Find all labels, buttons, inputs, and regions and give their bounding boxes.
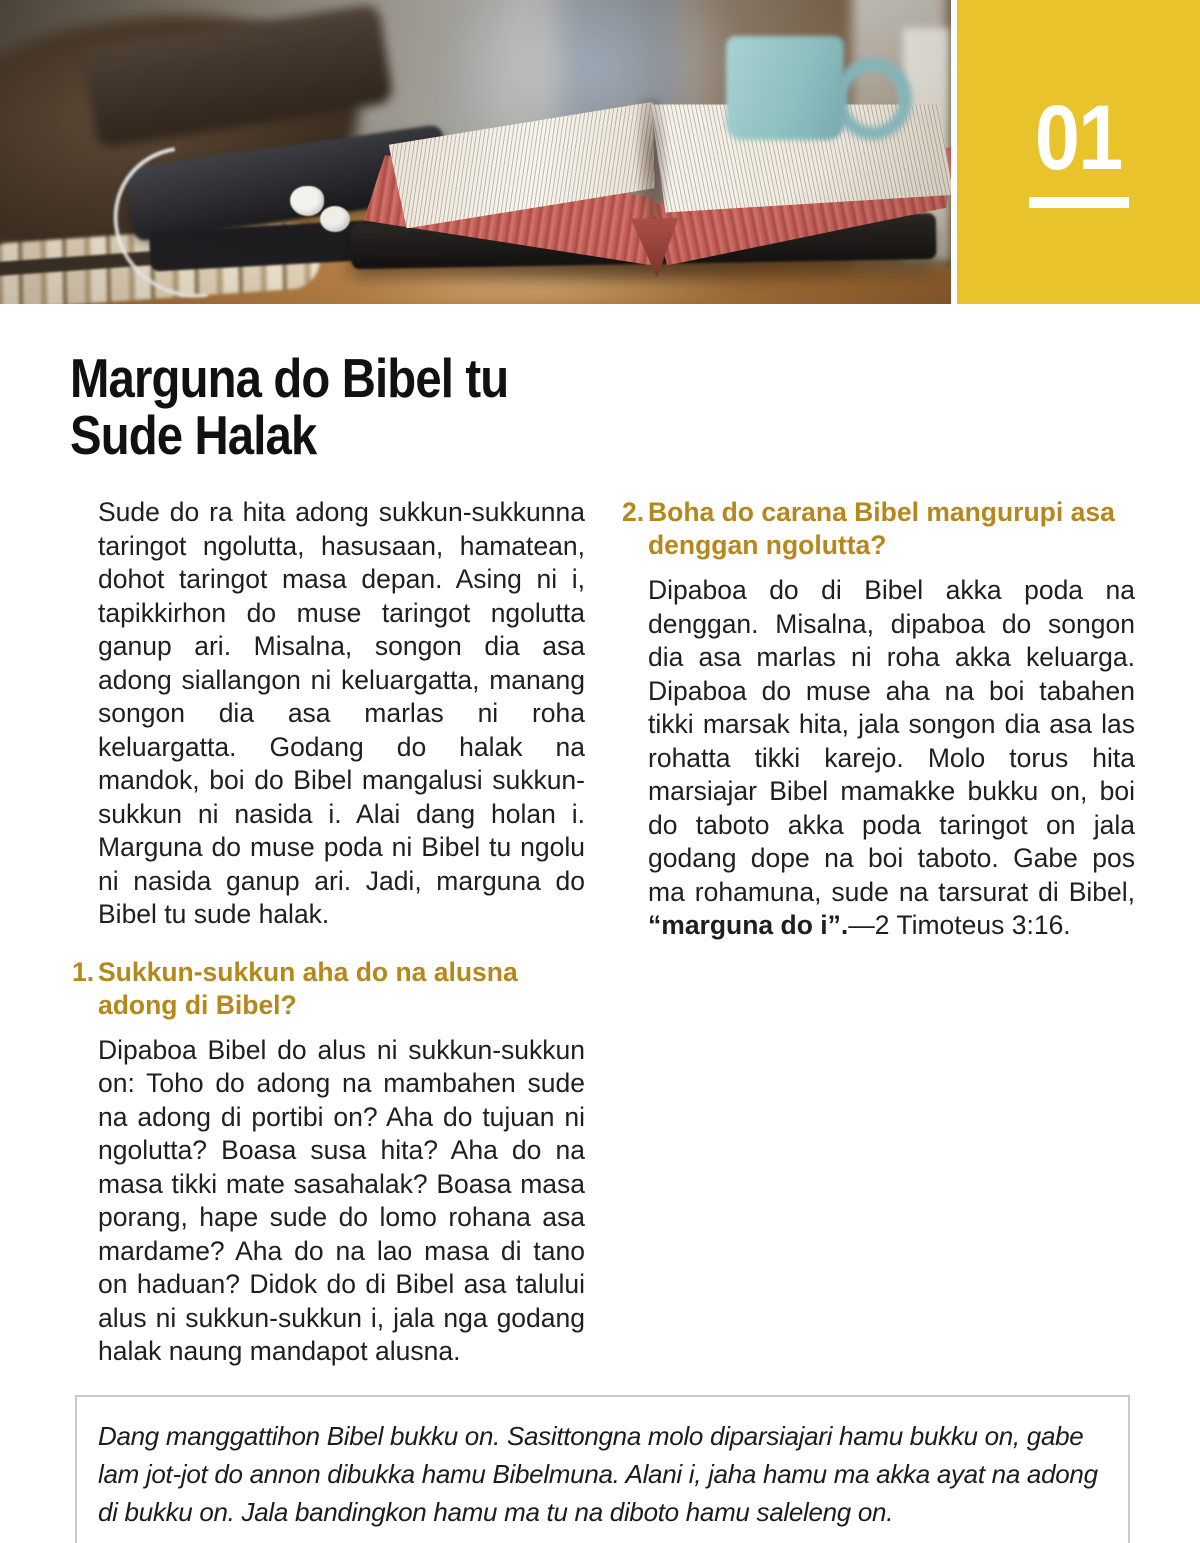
intro-paragraph: Sude do ra hita adong sukkun-sukkunna taringot ngolutta, hasusaan, hamatean, dohot taringot masa depan. Asing ni i, tapikkirhon do muse taringot ngolutta ganup ari. Misalna, songon dia asa adong siallangon ni keluargatta, manang songon dia asa marlas ni roha keluargatta. Godang do halak na mandok, boi do Bibel mangalusi sukkun-sukkun ni nasida i. Alai dang holan i. Marguna do muse poda ni Bibel tu ngolu ni nasida ganup ari. Jadi, marguna do Bibel tu sude halak. — [98, 497, 585, 929]
photo-table-glow — [330, 252, 750, 304]
chapter-badge — [957, 0, 1200, 304]
photo-window-frame — [560, 0, 680, 180]
photo-bible-gutter — [632, 97, 672, 252]
photo-window-light — [430, 0, 760, 200]
photo-book-shadow — [320, 246, 951, 290]
question-1-number: 1. — [72, 956, 95, 987]
chapter-number: 01 — [1035, 87, 1122, 189]
question-1-heading — [72, 956, 585, 1022]
photo-earphone-cable — [84, 116, 298, 304]
note-box-text: Dang manggattihon Bibel bukku on. Sasittongna molo diparsiajari hamu bukku on, gabe lam jot-jot do annon dibukka hamu Bibelmuna. Alani i, jaha hamu ma akka ayat na adong di bukku on. Jala bandingkon hamu ma tu na diboto hamu saleleng on. — [98, 1420, 1098, 1527]
question-2-body — [648, 574, 1135, 943]
photo-book-stack — [82, 3, 394, 149]
photo-wooden-table — [0, 205, 951, 304]
photo-bible-cover — [351, 213, 937, 269]
photo-smartphone — [124, 124, 451, 242]
question-2-heading-text: Boha do carana Bibel mangurupi asa denggan ngolutta? — [648, 497, 1115, 560]
question-2-number: 2. — [622, 497, 645, 527]
question-2-citation: —2 Timoteus 3:16. — [848, 910, 1071, 940]
photo-mug-handle — [834, 58, 912, 140]
page-title: Marguna do Bibel tu Sude Halak — [70, 347, 509, 466]
photo-earbud — [320, 206, 350, 232]
article-columns — [72, 496, 1135, 1369]
question-1-body: Dipaboa Bibel do alus ni sukkun-sukkun on: Toho do adong na mambahen sude na adong di portibi on? Aha do tujuan ni ngolutta? Boasa susa hita? Aha do na masa tikki mate sasahalak? Boasa masa porang, hape sude do lomo rohana asa mardame? Aha do na lao masa di tano on haduan? Didok do di Bibel asa talului alus ni sukkun-sukkun i, jala nga godang halak naung mandapot alusna. — [98, 1034, 585, 1366]
question-2-bold-quote: “marguna do i”. — [648, 910, 849, 940]
right-column — [622, 496, 1135, 943]
photo-bible-page-edges — [362, 148, 655, 274]
photo-leather-bag — [0, 0, 373, 278]
question-2-heading — [622, 496, 1135, 562]
header-photo — [0, 0, 951, 304]
photo-magazine-band — [0, 242, 290, 277]
photo-milk-glass — [903, 28, 949, 260]
page-header — [0, 0, 1200, 304]
question-2-body-text: Dipaboa do di Bibel akka poda na denggan. Misalna, dipaboa do songon dia asa marlas ni roha akka keluarga. Dipaboa do muse aha na boi tabahen tikki marsak hita, jala songon dia asa las rohatta tikki karejo. Molo torus hita marsiajar Bibel mamakke bukku on, boi do taboto akka poda taringot on jala godang dope na boi taboto. Gabe pos ma rohamuna, sude na tarsurat di Bibel, — [648, 575, 1135, 907]
question-1-heading-text: Sukkun-sukkun aha do na alusna adong di Bibel? — [98, 956, 518, 1020]
chapter-underline — [1029, 197, 1129, 208]
photo-bible-page-edges — [652, 146, 951, 266]
note-box — [75, 1395, 1130, 1543]
photo-rolled-magazine — [0, 221, 322, 304]
photo-bible-spine-v — [631, 217, 681, 278]
photo-smartphone-edge — [149, 216, 441, 271]
left-column — [72, 496, 585, 1369]
photo-bible-left-page — [388, 102, 656, 229]
photo-blue-mug — [726, 36, 844, 140]
photo-earbud — [290, 186, 324, 216]
